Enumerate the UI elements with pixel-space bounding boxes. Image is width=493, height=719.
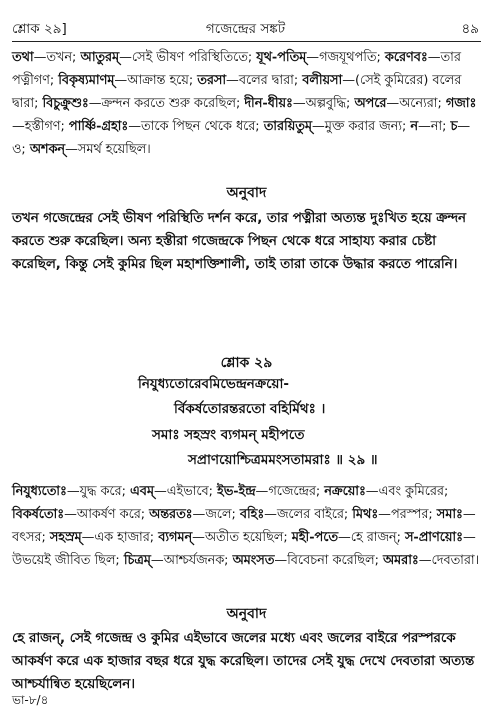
gloss-term: সমাঃ [436, 507, 463, 522]
gloss-term: বহিঃ [239, 507, 265, 522]
gloss-meaning: —সেই ভীষণ পরিস্থিতিতে; [119, 50, 257, 65]
gloss-meaning: —আশ্চর্যজনক; [150, 553, 233, 568]
gloss-meaning: —অতীত হয়েছিল; [192, 530, 292, 545]
header-chapter-title: গজেন্দ্রের সঙ্কট [205, 21, 286, 37]
gloss-meaning: —বিবেচনা করেছিল; [274, 553, 383, 568]
translation-heading-29: অনুবাদ [226, 606, 267, 622]
gloss-meaning: —না; [417, 119, 451, 134]
gloss-meaning: —এবং কুমিরের; [365, 484, 449, 499]
gloss-meaning: —উভয়েই জীবিত ছিল; [12, 530, 476, 568]
gloss-meaning: —তার পত্নীগণ; [12, 50, 461, 88]
gloss-meaning: —জলের বাইরে; [264, 507, 353, 522]
gloss-term: অন্তরতঃ [149, 507, 193, 522]
gloss-term: দীন-ধীয়ঃ [244, 96, 293, 111]
translation-heading-28: অনুবাদ [226, 185, 267, 201]
gloss-meaning: —দেবতারা। [418, 553, 480, 568]
gloss-meaning: —অল্পবুদ্ধি; [292, 96, 355, 111]
gloss-term: ন [410, 119, 418, 134]
verse-line-1: নিযুধ্যতোরেবমিভেন্দ্রনক্রয়ো- [138, 376, 290, 392]
gloss-term: মহী-পতে [291, 530, 338, 545]
gloss-term: বিচুক্রুশুঃ [42, 96, 89, 111]
gloss-meaning: —এক হাজার; [81, 530, 159, 545]
gloss-term: পার্ষ্ণি-গ্রহাঃ [68, 119, 129, 134]
footer-signature: ভা-৮/৪ [12, 693, 49, 707]
gloss-term: নক্রয়োঃ [324, 484, 366, 499]
gloss-term: অশকন্ [29, 142, 66, 157]
gloss-term: চ [450, 119, 458, 134]
gloss-term: বিকর্ষতোঃ [12, 507, 65, 522]
gloss-meaning: —যুদ্ধ করে; [66, 484, 130, 499]
gloss-term: সহস্রম্ [49, 530, 82, 545]
gloss-meaning: —এইভাবে; [153, 484, 218, 499]
gloss-term: অমরাঃ [382, 553, 419, 568]
gloss-meaning: —আকর্ষণ করে; [64, 507, 150, 522]
gloss-term: স-প্রাণয়োঃ [404, 530, 463, 545]
verse-line-2: র্বিকর্ষতোরন্তরতো বহির্মিথঃ । [174, 401, 326, 417]
gloss-term: তথা [12, 50, 34, 65]
gloss-meaning: —তখন; [33, 50, 81, 65]
gloss-meaning: —গজযূথপতি; [306, 50, 385, 65]
gloss-term: ব্যগমন্ [158, 530, 193, 545]
gloss-meaning: —গজেন্দ্রের; [255, 484, 325, 499]
gloss-term: অপরে [354, 96, 387, 111]
verse-line-4: সপ্রাণয়োশ্চিত্রমমংসতামরাঃ ॥ ২৯ ॥ [188, 452, 378, 468]
gloss-meaning: —বৎসর; [12, 507, 476, 545]
gloss-meaning: —(সেই কুমিরের) বলের দ্বারা; [12, 73, 462, 111]
gloss-term: নিযুধ্যতোঃ [12, 484, 67, 499]
gloss-meaning: —জলে; [192, 507, 240, 522]
gloss-meaning: —সমর্থ হয়েছিল। [65, 142, 151, 157]
gloss-term: বিকৃষ্যমাণম্ [58, 73, 115, 88]
gloss-term: মিথঃ [352, 507, 379, 522]
gloss-term: অমংসত [232, 553, 275, 568]
translation-28: তখন গজেন্দ্রের সেই ভীষণ পরিস্থিতি দর্শন করে, তার পত্নীরা অত্যন্ত দুঃখিত হয়ে ক্রন্দন করতে শুরু করেছিল। অন্য হস্তীরা গজেন্দ্রকে পিছন থেকে ধরে সাহায্য করার চেষ্টা করেছিল, কিন্তু সেই কুমির ছিল মহাশক্তিশালী, তাই তারা তাকে উদ্ধার করতে পারেনি। [12, 211, 466, 272]
gloss-term: বলীয়সা [302, 73, 343, 88]
gloss-meaning: —ও; [12, 119, 471, 157]
gloss-term: চিত্রম্ [123, 553, 151, 568]
gloss-term: ইভ-ইন্দ্র [217, 484, 256, 499]
sloka-title: শ্লোক ২৯ [220, 355, 273, 371]
gloss-term: তরসা [197, 73, 227, 88]
gloss-meaning: —হে রাজন্; [337, 530, 405, 545]
page-number: ৪৯ [461, 21, 479, 37]
gloss-meaning: —ক্রন্দন করতে শুরু করেছিল; [88, 96, 245, 111]
gloss-term: তারয়িতুম্ [263, 119, 312, 134]
header-rule [12, 41, 481, 42]
gloss-term: করেণবঃ [384, 50, 428, 65]
gloss-meaning: —তাকে পিছন থেকে ধরে; [128, 119, 264, 134]
translation-29: হে রাজন্, সেই গজেন্দ্র ও কুমির এইভাবে জলের মধ্যে এবং জলের বাইরে পরস্পরকে আকর্ষণ করে এক হাজার বছর ধরে যুদ্ধ করেছিল। তাদের সেই যুদ্ধ দেখে দেবতারা অত্যন্ত আশ্চর্যান্বিত হয়েছিলেন। [12, 631, 475, 692]
header-sloka-ref: শ্লোক ২৯] [12, 21, 67, 37]
gloss-meaning: —মুক্ত করার জন্য; [311, 119, 411, 134]
gloss-term: এবম্ [129, 484, 154, 499]
word-gloss-28 [12, 46, 481, 161]
gloss-term: যূথ-পতিম্ [256, 50, 307, 65]
word-gloss-29 [12, 480, 481, 572]
verse-line-3: সমাঃ সহস্রং ব্যগমন্ মহীপতে [152, 427, 305, 443]
gloss-term: আতুরম্ [80, 50, 120, 65]
running-header [12, 18, 479, 40]
gloss-meaning: —হস্তীগণ; [12, 119, 69, 134]
gloss-meaning: —আক্রান্ত হয়ে; [114, 73, 198, 88]
gloss-meaning: —বলের দ্বারা; [226, 73, 303, 88]
gloss-meaning: —অন্যেরা; [386, 96, 446, 111]
gloss-term: গজাঃ [445, 96, 477, 111]
gloss-meaning: —পরস্পর; [378, 507, 437, 522]
